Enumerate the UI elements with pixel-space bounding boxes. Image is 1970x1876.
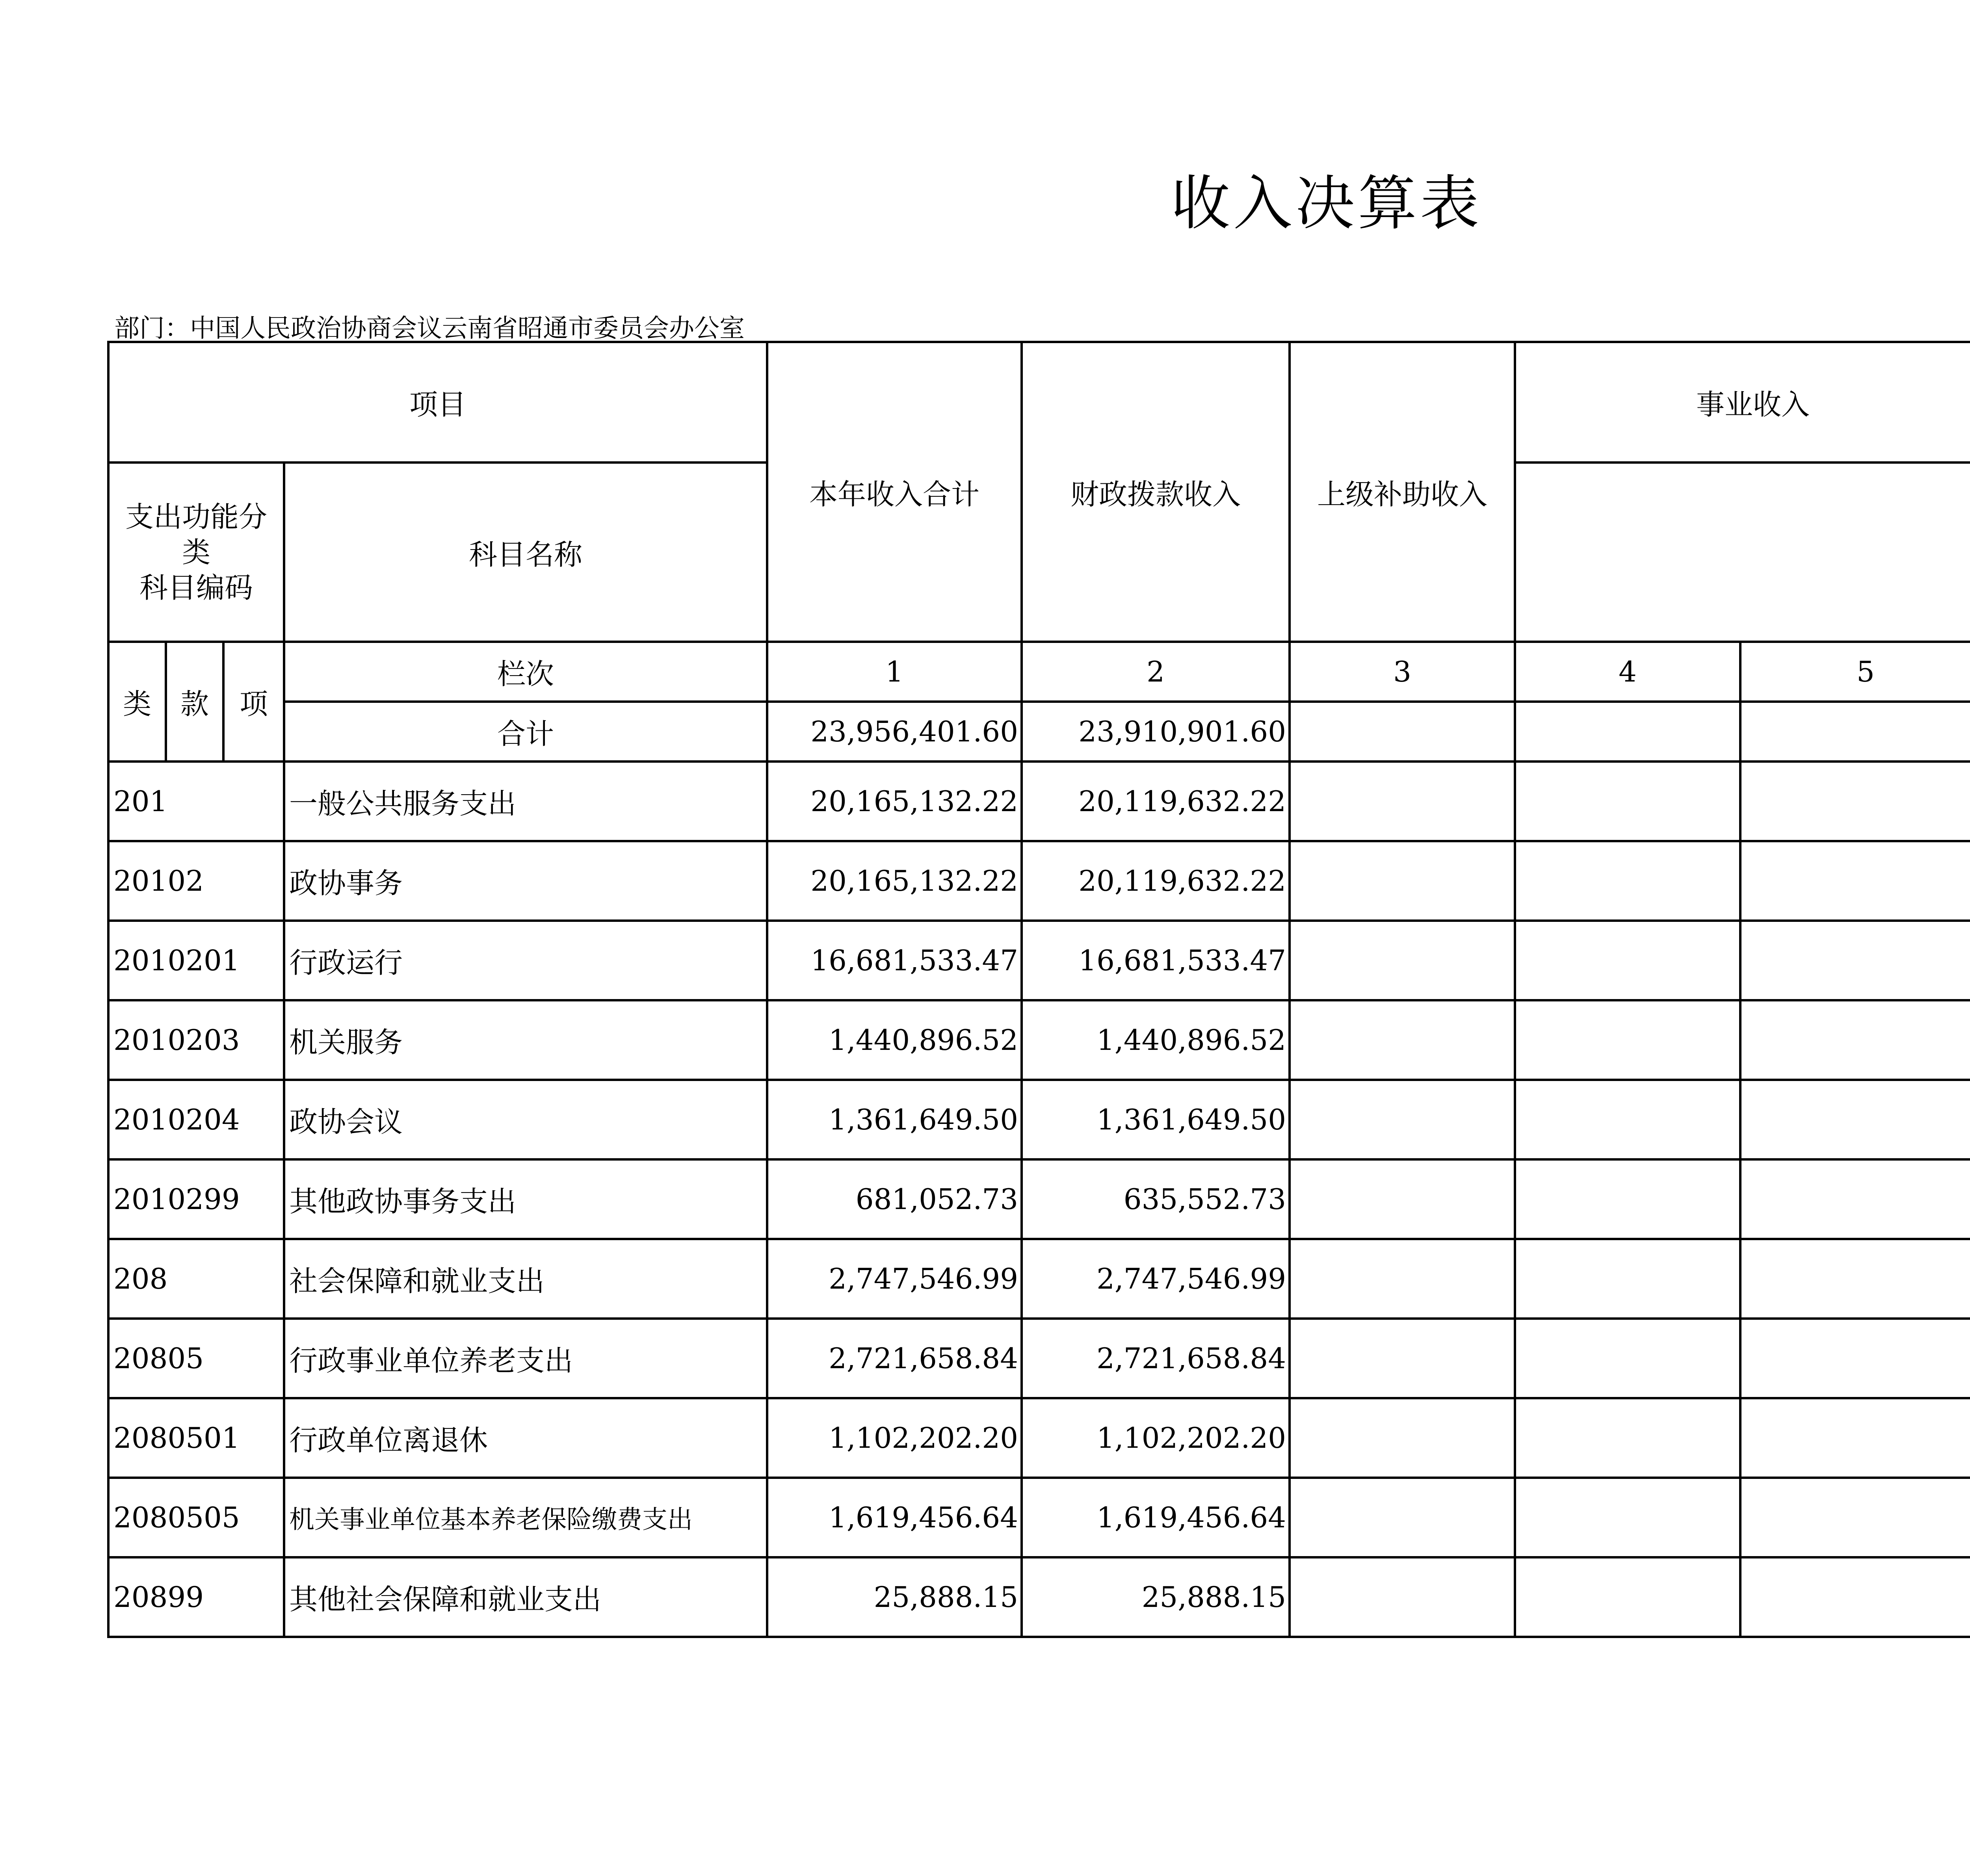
row-subject-name: 机关事业单位基本养老保险缴费支出 [284,1478,767,1557]
row-subject-name: 行政运行 [284,921,767,1000]
col-number: 4 [1515,642,1740,702]
row-total-income: 20,165,132.22 [767,841,1022,921]
empty-cell [1290,1000,1515,1080]
empty-cell [1740,1159,1970,1239]
empty-cell [1515,1000,1740,1080]
col-number: 1 [767,642,1022,702]
table-row [108,1000,1970,1080]
row-code: 20805 [108,1319,284,1398]
row-fiscal-income: 1,361,649.50 [1022,1080,1290,1159]
row-code: 2010204 [108,1080,284,1159]
empty-cell [1740,921,1970,1000]
row-subject-name: 其他政协事务支出 [284,1159,767,1239]
header-fiscal: 财政拨款收入 [1022,342,1290,642]
row-code: 208 [108,1239,284,1319]
header-subject-name: 科目名称 [284,462,767,642]
row-total-income: 1,440,896.52 [767,1000,1022,1080]
total-label: 合计 [284,702,767,762]
row-fiscal-income: 635,552.73 [1022,1159,1290,1239]
empty-cell [1515,1319,1740,1398]
empty-cell [1290,1159,1515,1239]
empty-cell [1515,1478,1740,1557]
row-fiscal-income: 2,721,658.84 [1022,1319,1290,1398]
row-code: 2010299 [108,1159,284,1239]
row-subject-name: 其他社会保障和就业支出 [284,1557,767,1637]
row-fiscal-income: 16,681,533.47 [1022,921,1290,1000]
header-kuan: 款 [166,642,223,762]
table-row [108,1159,1970,1239]
empty-cell [1290,921,1515,1000]
empty-cell [1515,921,1740,1000]
income-table [107,341,1970,1638]
table-row [108,762,1970,841]
empty-cell [1290,702,1515,762]
empty-cell [1515,1159,1740,1239]
empty-cell [1290,1557,1515,1637]
empty-cell [1515,762,1740,841]
empty-cell [1290,841,1515,921]
row-code: 201 [108,762,284,841]
header-lanci: 栏次 [284,642,767,702]
total-fiscal: 23,910,901.60 [1022,702,1290,762]
row-fiscal-income: 20,119,632.22 [1022,762,1290,841]
row-code: 20899 [108,1557,284,1637]
row-total-income: 2,747,546.99 [767,1239,1022,1319]
total-row [108,702,1970,762]
empty-cell [1740,1080,1970,1159]
empty-cell [1515,1080,1740,1159]
row-total-income: 16,681,533.47 [767,921,1022,1000]
empty-cell [1515,1398,1740,1478]
row-fiscal-income: 25,888.15 [1022,1557,1290,1637]
row-fiscal-income: 1,619,456.64 [1022,1478,1290,1557]
header-func-code: 支出功能分类 科目编码 [108,462,284,642]
empty-cell [1740,1557,1970,1637]
empty-cell [1515,1557,1740,1637]
empty-cell [1740,1000,1970,1080]
table-row [108,1398,1970,1478]
row-subject-name: 行政事业单位养老支出 [284,1319,767,1398]
header-item: 项目 [108,342,767,462]
header-superior: 上级补助收入 [1290,342,1515,642]
row-subject-name: 政协会议 [284,1080,767,1159]
row-fiscal-income: 1,440,896.52 [1022,1000,1290,1080]
row-total-income: 681,052.73 [767,1159,1022,1239]
empty-cell [1740,1398,1970,1478]
row-code: 20102 [108,841,284,921]
row-subject-name: 一般公共服务支出 [284,762,767,841]
table-row [108,841,1970,921]
row-total-income: 1,102,202.20 [767,1398,1022,1478]
table-row [108,921,1970,1000]
empty-cell [1290,762,1515,841]
empty-cell [1290,1239,1515,1319]
table-row [108,1319,1970,1398]
row-total-income: 2,721,658.84 [767,1319,1022,1398]
empty-cell [1740,1478,1970,1557]
empty-cell [1290,1080,1515,1159]
row-total-income: 25,888.15 [767,1557,1022,1637]
table-row [108,1239,1970,1319]
row-fiscal-income: 2,747,546.99 [1022,1239,1290,1319]
header-xiang: 项 [223,642,284,762]
header-total: 本年收入合计 [767,342,1022,642]
empty-cell [1290,1319,1515,1398]
department-label: 部门：中国人民政治协商会议云南省昭通市委员会办公室 [114,314,745,343]
empty-cell [1740,762,1970,841]
col-number: 5 [1740,642,1970,702]
page-title: 收入决算表 [1171,169,1482,238]
row-subject-name: 机关服务 [284,1000,767,1080]
empty-cell [1740,841,1970,921]
row-subject-name: 政协事务 [284,841,767,921]
col-number: 2 [1022,642,1290,702]
empty-cell [1740,702,1970,762]
row-total-income: 1,619,456.64 [767,1478,1022,1557]
row-total-income: 1,361,649.50 [767,1080,1022,1159]
header-lei: 类 [108,642,166,762]
table-row [108,1557,1970,1637]
col-number: 3 [1290,642,1515,702]
empty-cell [1290,1398,1515,1478]
table-row [108,1478,1970,1557]
row-code: 2010201 [108,921,284,1000]
empty-cell [1290,1478,1515,1557]
empty-cell [1515,841,1740,921]
row-code: 2010203 [108,1000,284,1080]
empty-cell [1740,1239,1970,1319]
table-row [108,1080,1970,1159]
row-total-income: 20,165,132.22 [767,762,1022,841]
empty-cell [1740,1319,1970,1398]
row-code: 2080505 [108,1478,284,1557]
row-fiscal-income: 1,102,202.20 [1022,1398,1290,1478]
row-subject-name: 社会保障和就业支出 [284,1239,767,1319]
row-fiscal-income: 20,119,632.22 [1022,841,1290,921]
header-business: 事业收入 [1515,342,1970,462]
row-code: 2080501 [108,1398,284,1478]
row-subject-name: 行政单位离退休 [284,1398,767,1478]
empty-cell [1515,702,1740,762]
total-income: 23,956,401.60 [767,702,1022,762]
empty-cell [1515,1239,1740,1319]
